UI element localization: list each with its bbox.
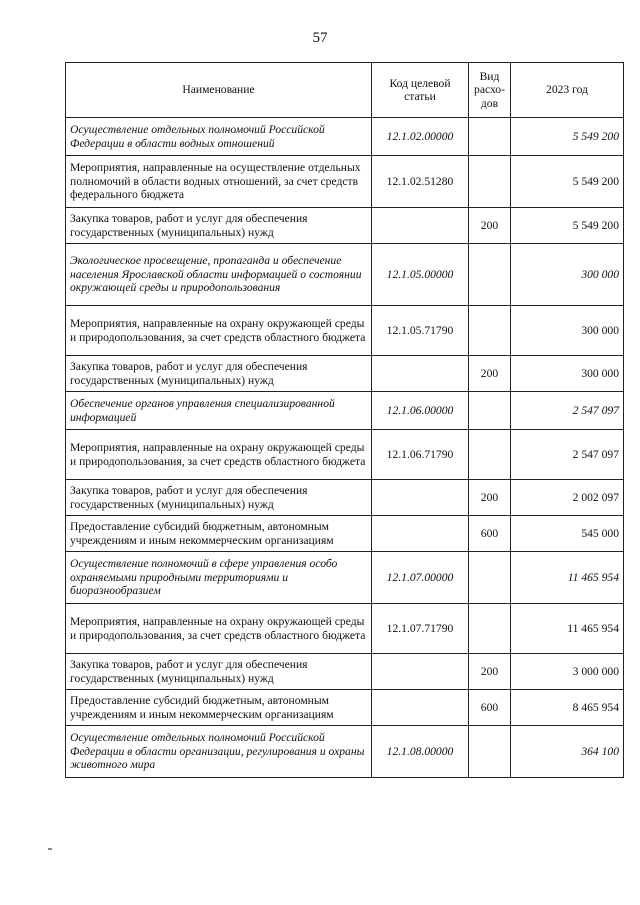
row-kind-cell: 200: [469, 208, 511, 244]
row-sum-cell: 364 100: [511, 726, 624, 778]
row-name-cell: Осуществление отдельных полномочий Российской Федерации в области организации, регулирования и охраны животного мира: [66, 726, 372, 778]
header-kind: Вид расхо-дов: [469, 63, 511, 118]
row-kind-cell: 200: [469, 480, 511, 516]
header-code: Код целевой статьи: [372, 63, 469, 118]
budget-table: [65, 62, 624, 778]
table-row: [66, 156, 624, 208]
row-sum-cell: 8 465 954: [511, 690, 624, 726]
table-row: [66, 516, 624, 552]
table-row: [66, 244, 624, 306]
row-code-cell: [372, 654, 469, 690]
row-code-cell: 12.1.08.00000: [372, 726, 469, 778]
row-sum-cell: 545 000: [511, 516, 624, 552]
row-kind-cell: [469, 430, 511, 480]
row-code-cell: 12.1.05.00000: [372, 244, 469, 306]
row-sum-cell: 11 465 954: [511, 552, 624, 604]
row-sum-cell: 300 000: [511, 356, 624, 392]
row-sum-cell: 2 547 097: [511, 430, 624, 480]
header-name: Наименование: [66, 63, 372, 118]
row-sum-cell: 2 002 097: [511, 480, 624, 516]
row-kind-cell: [469, 726, 511, 778]
scan-mark: [48, 848, 52, 850]
table-row: [66, 356, 624, 392]
row-name-cell: Закупка товаров, работ и услуг для обеспечения государственных (муниципальных) нужд: [66, 356, 372, 392]
table-row: [66, 118, 624, 156]
table-row: [66, 208, 624, 244]
table-row: [66, 552, 624, 604]
row-name-cell: Закупка товаров, работ и услуг для обеспечения государственных (муниципальных) нужд: [66, 208, 372, 244]
row-sum-cell: 5 549 200: [511, 208, 624, 244]
row-code-cell: 12.1.05.71790: [372, 306, 469, 356]
row-code-cell: 12.1.07.71790: [372, 604, 469, 654]
row-name-cell: Экологическое просвещение, пропаганда и обеспечение населения Ярославской области информацией о состоянии окружающей среды и природопользования: [66, 244, 372, 306]
row-name-cell: Обеспечение органов управления специализированной информацией: [66, 392, 372, 430]
table-row: [66, 690, 624, 726]
row-kind-cell: 200: [469, 356, 511, 392]
table-header-row: [66, 63, 624, 118]
row-kind-cell: [469, 552, 511, 604]
table-row: [66, 604, 624, 654]
row-kind-cell: [469, 392, 511, 430]
row-name-cell: Мероприятия, направленные на осуществление отдельных полномочий в области водных отношений, за счет средств федерального бюджета: [66, 156, 372, 208]
row-sum-cell: 5 549 200: [511, 118, 624, 156]
table-body: [66, 118, 624, 778]
row-sum-cell: 5 549 200: [511, 156, 624, 208]
row-name-cell: Закупка товаров, работ и услуг для обеспечения государственных (муниципальных) нужд: [66, 480, 372, 516]
row-sum-cell: 300 000: [511, 306, 624, 356]
row-code-cell: [372, 480, 469, 516]
row-name-cell: Осуществление отдельных полномочий Российской Федерации в области водных отношений: [66, 118, 372, 156]
row-code-cell: 12.1.06.71790: [372, 430, 469, 480]
row-sum-cell: 2 547 097: [511, 392, 624, 430]
table-row: [66, 306, 624, 356]
page-number: 57: [312, 30, 328, 46]
row-kind-cell: [469, 118, 511, 156]
row-name-cell: Осуществление полномочий в сфере управления особо охраняемыми природными территориями и биоразнообразием: [66, 552, 372, 604]
row-code-cell: [372, 208, 469, 244]
row-name-cell: Мероприятия, направленные на охрану окружающей среды и природопользования, за счет средств областного бюджета: [66, 604, 372, 654]
table-row: [66, 392, 624, 430]
row-code-cell: 12.1.02.51280: [372, 156, 469, 208]
row-kind-cell: [469, 156, 511, 208]
row-sum-cell: 300 000: [511, 244, 624, 306]
row-kind-cell: [469, 244, 511, 306]
row-kind-cell: [469, 306, 511, 356]
row-code-cell: [372, 516, 469, 552]
row-kind-cell: 600: [469, 690, 511, 726]
row-code-cell: 12.1.07.00000: [372, 552, 469, 604]
row-name-cell: Предоставление субсидий бюджетным, автономным учреждениям и иным некоммерческим организациям: [66, 516, 372, 552]
row-code-cell: 12.1.06.00000: [372, 392, 469, 430]
row-name-cell: Мероприятия, направленные на охрану окружающей среды и природопользования, за счет средств областного бюджета: [66, 430, 372, 480]
row-name-cell: Мероприятия, направленные на охрану окружающей среды и природопользования, за счет средств областного бюджета: [66, 306, 372, 356]
row-sum-cell: 11 465 954: [511, 604, 624, 654]
table-row: [66, 654, 624, 690]
row-kind-cell: [469, 604, 511, 654]
row-code-cell: 12.1.02.00000: [372, 118, 469, 156]
row-sum-cell: 3 000 000: [511, 654, 624, 690]
table-row: [66, 430, 624, 480]
row-kind-cell: 200: [469, 654, 511, 690]
row-name-cell: Предоставление субсидий бюджетным, автономным учреждениям и иным некоммерческим организациям: [66, 690, 372, 726]
header-year: 2023 год: [511, 63, 624, 118]
row-name-cell: Закупка товаров, работ и услуг для обеспечения государственных (муниципальных) нужд: [66, 654, 372, 690]
row-code-cell: [372, 690, 469, 726]
row-kind-cell: 600: [469, 516, 511, 552]
row-code-cell: [372, 356, 469, 392]
table-row: [66, 480, 624, 516]
table-row: [66, 726, 624, 778]
